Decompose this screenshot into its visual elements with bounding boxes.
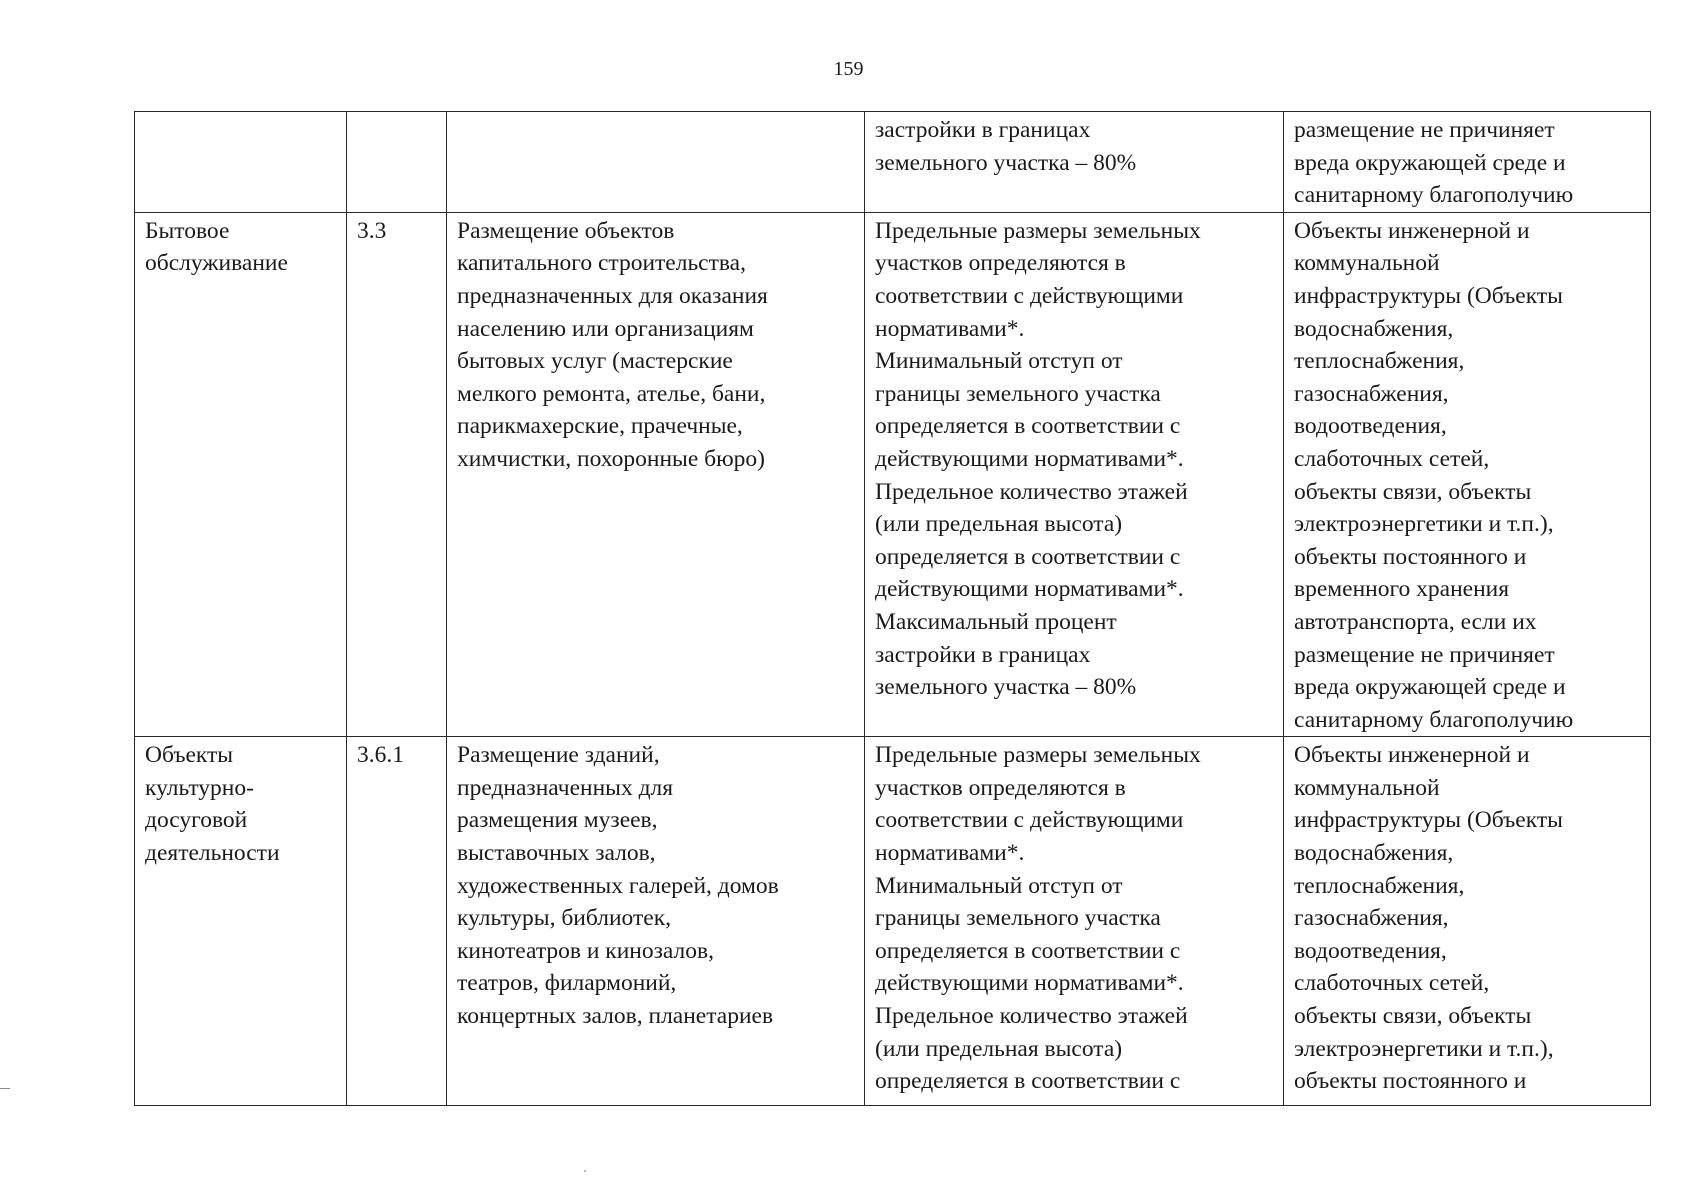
cell-text-line: предназначенных для: [457, 774, 674, 801]
cell-text-line: водоснабжения,: [1294, 840, 1454, 867]
cell-text-line: размещение не причиняет: [1294, 641, 1555, 668]
use-description-cell: [447, 212, 865, 737]
land-use-table: [134, 111, 1651, 1106]
cell-text-line: Размещение зданий,: [457, 742, 660, 769]
cell-text-line: санитарному благополучию: [1294, 182, 1574, 209]
cell-text-line: газоснабжения,: [1294, 905, 1449, 932]
use-description-cell: [447, 737, 865, 1106]
use-code-cell: 3.3: [347, 212, 447, 737]
cell-text-line: действующими нормативами*.: [875, 445, 1184, 472]
cell-text-line: культуры, библиотек,: [457, 905, 671, 932]
parameters-cell: [865, 212, 1284, 737]
cell-text-line: земельного участка – 80%: [875, 149, 1137, 176]
cell-text-line: временного хранения: [1294, 576, 1510, 603]
cell-text-line: санитарному благополучию: [1294, 706, 1574, 733]
cell-text-line: определяется в соответствии с: [875, 413, 1181, 440]
cell-text-line: застройки в границах: [875, 117, 1091, 143]
cell-text-line: определяется в соответствии с: [875, 937, 1181, 964]
cell-text-line: бытовых услуг (мастерские: [457, 348, 733, 375]
cell-text-line: водоотведения,: [1294, 413, 1447, 440]
cell-text-line: мелкого ремонта, ателье, бани,: [457, 380, 766, 407]
cell-text-line: вреда окружающей среде и: [1294, 674, 1566, 701]
auxiliary-uses-cell: [1284, 212, 1651, 737]
cell-text-line: объекты связи, объекты: [1294, 478, 1532, 505]
scan-speck: [584, 1170, 586, 1172]
cell-text-line: участков определяются в: [875, 774, 1126, 801]
cell-text-line: досуговой: [145, 807, 248, 834]
cell-text-line: химчистки, похоронные бюро): [457, 445, 765, 472]
cell-text-line: Предельные размеры земельных: [875, 217, 1201, 244]
cell-text-line: соответствии с действующими: [875, 282, 1184, 309]
page-number: 159: [833, 58, 864, 80]
cell-text-line: определяется в соответствии с: [875, 543, 1181, 570]
cell-text-line: (или предельная высота): [875, 1035, 1123, 1062]
cell-text-line: размещение не причиняет: [1294, 117, 1555, 143]
cell-text-line: автотранспорта, если их: [1294, 608, 1537, 635]
cell-text-line: Минимальный отступ от: [875, 348, 1123, 375]
cell-text-line: объекты постоянного и: [1294, 543, 1527, 570]
cell-text-line: теплоснабжения,: [1294, 872, 1465, 899]
use-name-cell: [135, 212, 347, 737]
cell-text-line: границы земельного участка: [875, 905, 1161, 932]
use-description-cell: [447, 112, 865, 213]
cell-text-line: объекты постоянного и: [1294, 1068, 1527, 1095]
cell-text-line: Максимальный процент: [875, 608, 1117, 635]
cell-text-line: инфраструктуры (Объекты: [1294, 807, 1563, 834]
cell-text-line: объекты связи, объекты: [1294, 1003, 1532, 1030]
cell-text-line: соответствии с действующими: [875, 807, 1184, 834]
cell-text-line: электроэнергетики и т.п.),: [1294, 1035, 1554, 1062]
auxiliary-uses-cell: [1284, 737, 1651, 1106]
cell-text-line: коммунальной: [1294, 250, 1440, 277]
cell-text-line: слаботочных сетей,: [1294, 445, 1490, 472]
cell-text-line: нормативами*.: [875, 840, 1025, 867]
cell-text-line: Бытовое: [145, 217, 230, 244]
table-row: [135, 212, 1651, 737]
cell-text-line: Размещение объектов: [457, 217, 675, 244]
cell-text-line: деятельности: [145, 840, 280, 867]
cell-text-line: вреда окружающей среде и: [1294, 149, 1566, 176]
cell-text-line: предназначенных для оказания: [457, 282, 768, 309]
cell-text-line: (или предельная высота): [875, 511, 1123, 538]
cell-text-line: обслуживание: [145, 250, 288, 277]
cell-text-line: парикмахерские, прачечные,: [457, 413, 743, 440]
cell-text-line: Объекты инженерной и: [1294, 742, 1530, 769]
parameters-cell: [865, 737, 1284, 1106]
cell-text-line: электроэнергетики и т.п.),: [1294, 511, 1554, 538]
use-code-cell: 3.6.1: [347, 737, 447, 1106]
cell-text-line: Минимальный отступ от: [875, 872, 1123, 899]
use-name-cell: [135, 737, 347, 1106]
use-code-cell: [347, 112, 447, 213]
cell-text-line: водоснабжения,: [1294, 315, 1454, 342]
auxiliary-uses-cell: [1284, 112, 1651, 213]
scan-edge-mark: [0, 1088, 10, 1089]
cell-text-line: размещения музеев,: [457, 807, 658, 834]
cell-text-line: культурно-: [145, 774, 254, 801]
cell-text-line: газоснабжения,: [1294, 380, 1449, 407]
cell-text-line: Предельные размеры земельных: [875, 742, 1201, 769]
cell-text-line: действующими нормативами*.: [875, 576, 1184, 603]
cell-text-line: Предельное количество этажей: [875, 1003, 1188, 1030]
parameters-cell: [865, 112, 1284, 213]
cell-text-line: населению или организациям: [457, 315, 754, 342]
table-row: [135, 737, 1651, 1106]
cell-text-line: художественных галерей, домов: [457, 872, 779, 899]
cell-text-line: выставочных залов,: [457, 840, 656, 867]
cell-text-line: слаботочных сетей,: [1294, 970, 1490, 997]
cell-text-line: действующими нормативами*.: [875, 970, 1184, 997]
cell-text-line: инфраструктуры (Объекты: [1294, 282, 1563, 309]
cell-text-line: водоотведения,: [1294, 937, 1447, 964]
cell-text-line: кинотеатров и кинозалов,: [457, 937, 714, 964]
cell-text-line: Объекты инженерной и: [1294, 217, 1530, 244]
cell-text-line: Предельное количество этажей: [875, 478, 1188, 505]
cell-text-line: границы земельного участка: [875, 380, 1161, 407]
cell-text-line: Объекты: [145, 742, 234, 769]
cell-text-line: театров, филармоний,: [457, 970, 677, 997]
table-row: [135, 112, 1651, 213]
cell-text-line: концертных залов, планетариев: [457, 1003, 774, 1030]
cell-text-line: нормативами*.: [875, 315, 1025, 342]
use-name-cell: [135, 112, 347, 213]
cell-text-line: коммунальной: [1294, 774, 1440, 801]
cell-text-line: капитального строительства,: [457, 250, 746, 277]
cell-text-line: теплоснабжения,: [1294, 348, 1465, 375]
cell-text-line: определяется в соответствии с: [875, 1068, 1181, 1095]
cell-text-line: земельного участка – 80%: [875, 674, 1137, 701]
cell-text-line: участков определяются в: [875, 250, 1126, 277]
cell-text-line: застройки в границах: [875, 641, 1091, 668]
